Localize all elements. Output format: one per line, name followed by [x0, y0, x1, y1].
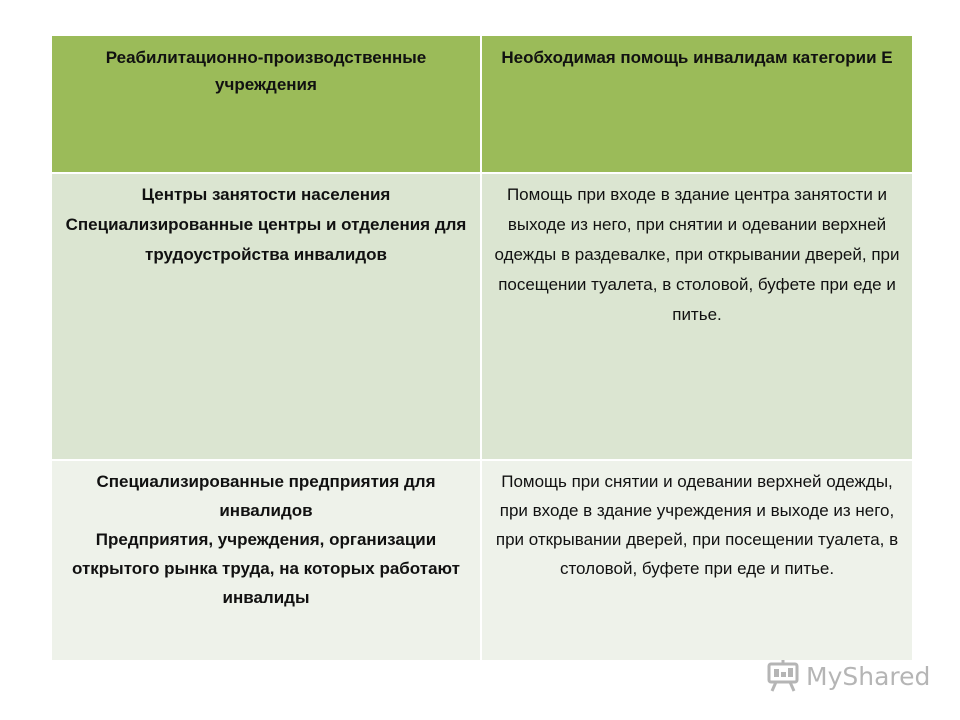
- institution-item: Предприятия, учреждения, организации открытого рынка труда, на которых работают инвалиды: [72, 530, 460, 607]
- institution-item: Специализированные центры и отделения для трудоустройства инвалидов: [65, 215, 467, 264]
- table-header-row: [51, 35, 913, 173]
- presentation-board-icon: [766, 659, 800, 693]
- institution-item: Специализированные предприятия для инвалидов: [96, 472, 436, 520]
- table-row: [51, 460, 913, 661]
- header-assistance: Необходимая помощь инвалидам категории Е: [481, 35, 913, 173]
- assistance-cell: Помощь при снятии и одевании верхней одежды, при входе в здание учреждения и выходе из него, при открывании дверей, при посещении туалета, в столовой, буфете при еде и питье.: [481, 460, 913, 661]
- institutions-cell: [51, 173, 481, 460]
- assistance-cell: Помощь при входе в здание центра занятости и выходе из него, при снятии и одевании верхней одежды в раздевалке, при открывании дверей, при посещении туалета, в столовой, буфете при еде и питье.: [481, 173, 913, 460]
- header-institutions: Реабилитационно-производственные учреждения: [51, 35, 481, 173]
- watermark-text: MyShared: [806, 661, 931, 691]
- watermark: [766, 656, 930, 696]
- institutions-cell: [51, 460, 481, 661]
- institution-item: Центры занятости населения: [141, 185, 391, 204]
- info-table: [50, 34, 914, 662]
- table-row: [51, 173, 913, 460]
